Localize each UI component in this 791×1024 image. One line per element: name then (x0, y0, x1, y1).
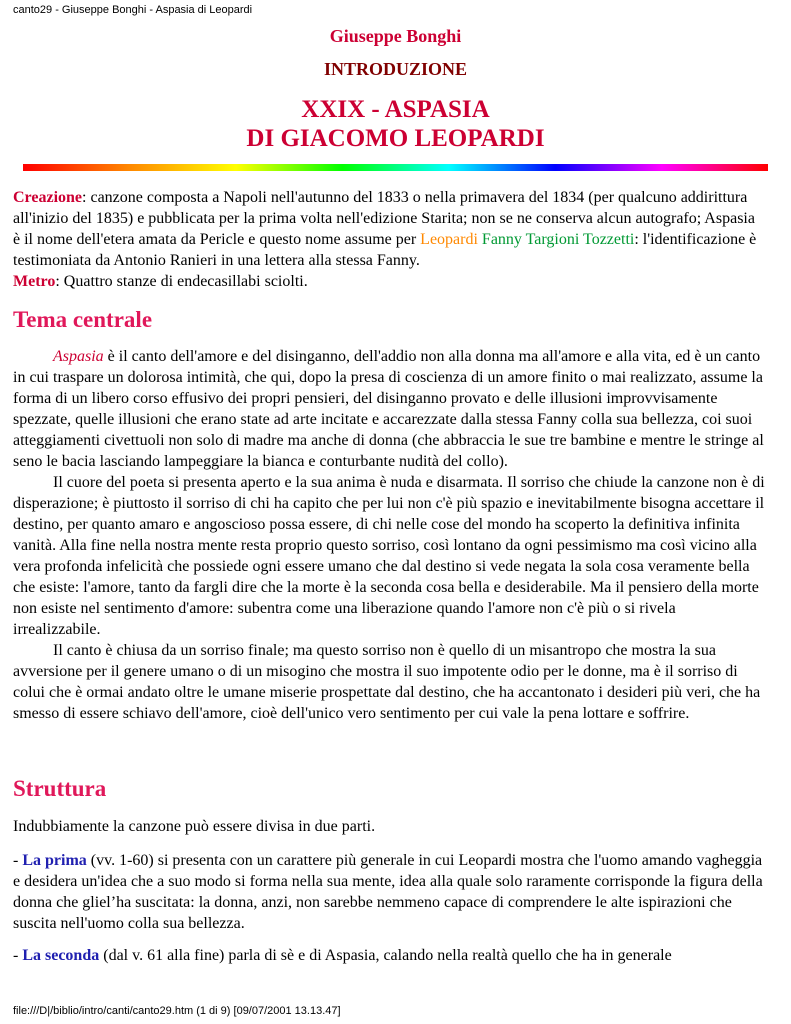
leopardi-link[interactable]: Leopardi (420, 231, 478, 248)
print-header: canto29 - Giuseppe Bonghi - Aspasia di Leopardi (13, 4, 253, 16)
prima-block (13, 850, 765, 934)
prima-text: (vv. 1-60) si presenta con un carattere più generale in cui Leopardi mostra che l'uomo amando vagheggia e desidera un'idea che a suo modo si forma nella sua mente, idea alla quale solo raramente corrisponde la figura della donna che glielʼha suscitata: la donna, anzi, non sarebbe nemmeno capace di comprendere le alte ispirazioni che suscita nell'uomo colla sua bellezza. (13, 852, 763, 932)
title-line-1: XXIX - ASPASIA (301, 96, 490, 123)
author-name: Giuseppe Bonghi (329, 26, 462, 46)
tema-p1-text: è il canto dell'amore e del disinganno, dell'addio non alla donna ma all'amore e alla vita, ed è un canto in cui traspare un dolorosa intimità, che qui, dopo la presa di coscienza di un amore finito o mai realizzato, assume la forma di un libero corso effusivo dei propri pensieri, del disinganno provato e delle illusioni improvvisamente spezzate, quelle illusioni che erano state ad arte incitate e accarezzate dalla stessa Fanny colla sua bellezza, coi suoi atteggiamenti civettuoli non solo di madre ma anche di donna (che abbraccia le sue tre bambine e mentre le stringe al seno le bacia lasciando lampeggiare la bianca e conturbante nudità del collo). (13, 348, 764, 470)
creazione-text-1: : canzone composta a Napoli nell'autunno del 1833 o nella primavera del 1834 (per qualcuno addirittura all'inizio del 1835) e pubblicata per la prima volta nell'edizione Starita; non se ne conserva alcun autografo; Aspasia è il nome dell'etera amata da Pericle e questo nome assume per (13, 189, 755, 248)
metro-label: Metro (13, 273, 56, 290)
fanny-link[interactable]: Fanny Targioni Tozzetti (481, 231, 635, 248)
tema-paragraph-1 (13, 346, 765, 472)
seconda-label: La seconda (22, 947, 100, 964)
prima-dash: - (13, 852, 23, 869)
tema-paragraph-2: Il cuore del poeta si presenta aperto e la sua anima è nuda e disarmata. Il sorriso che chiude la canzone non è di disperazione; è piuttosto il sorriso di chi ha capito che per lui non c'è più spazio e inevitabilmente bisogna accettare il destino, per quanto amaro e angoscioso possa essere, di chi nelle cose del mondo ha scoperto la definitiva infinita vanità. Alla fine nella nostra mente resta proprio questo sorriso, così lontano da ogni pessimismo ma così vicino alla vera profonda infelicità che possiede ogni essere umano che dal destino si vede negata la sola cosa veramente bella che esiste: l'amore, tanto da fargli dire che la morte è la seconda cosa bella e desiderabile. Ma il pensiero della morte non esiste nel sentimento d'amore: subentra come una liberazione quando l'amore non c'è più o si rivela irrealizzabile. (13, 474, 765, 638)
intro-label: INTRODUZIONE (323, 59, 468, 79)
aspasia-italic: Aspasia (53, 348, 104, 365)
tema-paragraph-3: Il canto è chiusa da un sorriso finale; ma questo sorriso non è quello di un misantropo che mostra la sua avversione per il genere umano o di un misogino che mostra il suo impotente odio per le donne, ma è il sorriso di colui che è ormai andato oltre le umane miserie prospettate dal destino, che ha accantonato i desideri più veri, che ha smesso di essere schiavo dell'amore, cioè dell'unico vero sentimento per cui vale la pena lottare e soffrire. (13, 642, 761, 722)
seconda-dash: - (13, 947, 23, 964)
prima-label: La prima (22, 852, 87, 869)
struttura-heading: Struttura (13, 776, 107, 801)
metro-paragraph (13, 271, 765, 292)
creazione-text-2: : l'identificazione è testimoniata da Antonio Ranieri in una lettera alla stessa Fanny. (13, 231, 757, 269)
creazione-paragraph (13, 187, 765, 271)
tema-block (13, 346, 765, 724)
metro-text: : Quattro stanze di endecasillabi sciolti. (55, 273, 308, 290)
seconda-text: (dal v. 61 alla fine) parla di sè e di Aspasia, calando nella realtà quello che ha in generale (99, 947, 672, 964)
print-footer: file:///D|/biblio/intro/canti/canto29.htm (1 di 9) [09/07/2001 13.13.47] (13, 1005, 341, 1017)
seconda-paragraph (13, 945, 765, 966)
page-title (0, 95, 791, 153)
tema-heading: Tema centrale (13, 307, 153, 332)
creazione-block (13, 187, 765, 292)
struttura-intro: Indubbiamente la canzone può essere divisa in due parti. (13, 818, 376, 835)
title-line-2: DI GIACOMO LEOPARDI (246, 125, 545, 152)
prima-paragraph (13, 850, 765, 934)
seconda-block (13, 945, 765, 966)
rainbow-divider (23, 164, 768, 171)
creazione-label: Creazione (13, 189, 83, 206)
struttura-intro-block (13, 816, 765, 837)
